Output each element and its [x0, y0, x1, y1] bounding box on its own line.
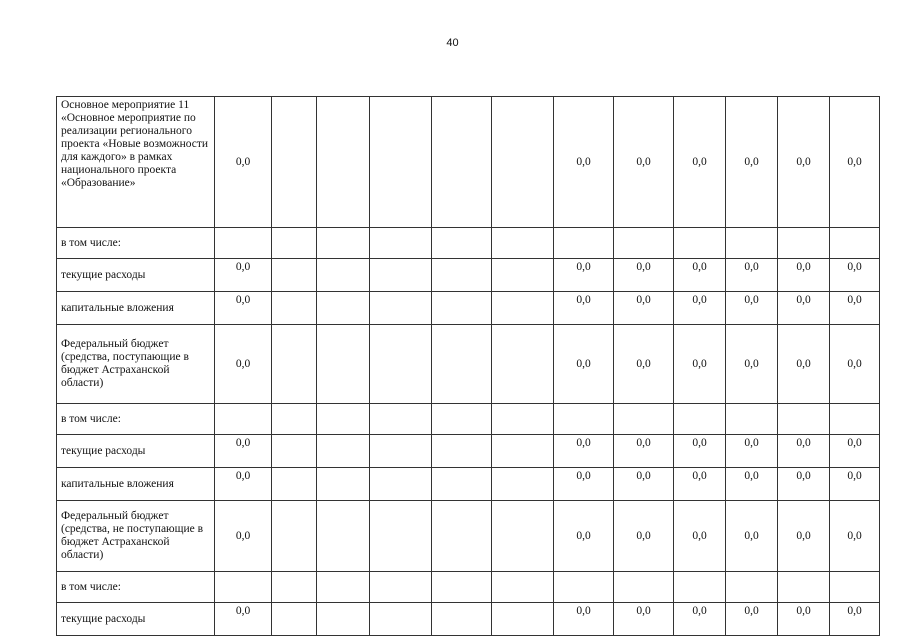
row-label: в том числе:	[57, 572, 215, 603]
table-cell: 0,0	[830, 468, 880, 501]
table-cell: 0,0	[830, 603, 880, 636]
table-cell	[830, 228, 880, 259]
table-cell	[317, 572, 370, 603]
table-cell	[272, 468, 317, 501]
table-cell: 0,0	[674, 259, 726, 292]
row-label: капитальные вложения	[57, 292, 215, 325]
table-cell: 0,0	[614, 468, 674, 501]
table-cell: 0,0	[830, 501, 880, 572]
table-cell	[432, 228, 492, 259]
table-cell	[272, 435, 317, 468]
table-cell	[830, 404, 880, 435]
table-cell	[272, 292, 317, 325]
table-cell: 0,0	[778, 435, 830, 468]
table-cell: 0,0	[674, 435, 726, 468]
table-cell	[554, 404, 614, 435]
page-number: 40	[446, 37, 459, 49]
table-cell	[272, 259, 317, 292]
table-cell: 0,0	[554, 603, 614, 636]
table-cell	[830, 572, 880, 603]
table-cell	[726, 572, 778, 603]
table-row	[57, 468, 880, 501]
table-cell: 0,0	[778, 292, 830, 325]
table-cell: 0,0	[674, 97, 726, 228]
table-cell	[492, 404, 554, 435]
table-cell: 0,0	[215, 97, 272, 228]
table-cell: 0,0	[554, 435, 614, 468]
table-cell	[432, 572, 492, 603]
table-cell	[674, 404, 726, 435]
table-cell: 0,0	[554, 325, 614, 404]
table-cell	[370, 228, 432, 259]
table-cell	[317, 404, 370, 435]
table-cell	[370, 292, 432, 325]
table-cell: 0,0	[830, 292, 880, 325]
table-cell	[317, 501, 370, 572]
table-cell	[778, 228, 830, 259]
table-cell	[317, 325, 370, 404]
row-label: Федеральный бюджет (средства, не поступающие в бюджет Астраханской области)	[57, 501, 215, 572]
table-cell: 0,0	[554, 468, 614, 501]
table-cell: 0,0	[778, 325, 830, 404]
row-label: Основное мероприятие 11 «Основное мероприятие по реализации регионального проекта «Новые возможности для каждого» в рамках национального проекта «Образование»	[57, 97, 215, 228]
table-cell: 0,0	[830, 435, 880, 468]
table-cell: 0,0	[215, 603, 272, 636]
table-cell	[492, 292, 554, 325]
table-cell: 0,0	[614, 292, 674, 325]
table-cell	[554, 572, 614, 603]
table-cell	[317, 435, 370, 468]
table-cell	[317, 468, 370, 501]
table-cell	[317, 228, 370, 259]
table-cell: 0,0	[215, 501, 272, 572]
table-row	[57, 97, 880, 228]
table-cell	[272, 404, 317, 435]
table-cell	[492, 325, 554, 404]
table-cell: 0,0	[215, 468, 272, 501]
table-cell	[370, 259, 432, 292]
table-cell	[492, 572, 554, 603]
row-label: капитальные вложения	[57, 468, 215, 501]
table-row	[57, 501, 880, 572]
table-cell: 0,0	[830, 259, 880, 292]
table-cell: 0,0	[554, 501, 614, 572]
table-cell	[432, 97, 492, 228]
table-cell	[674, 228, 726, 259]
table-cell	[432, 435, 492, 468]
table-cell: 0,0	[726, 259, 778, 292]
table-cell: 0,0	[215, 259, 272, 292]
table-cell	[492, 228, 554, 259]
table-cell: 0,0	[614, 501, 674, 572]
table-row	[57, 325, 880, 404]
table-row	[57, 292, 880, 325]
table-cell: 0,0	[674, 468, 726, 501]
table-cell: 0,0	[554, 292, 614, 325]
table-cell	[674, 572, 726, 603]
table-cell: 0,0	[674, 292, 726, 325]
table-cell: 0,0	[778, 259, 830, 292]
table-cell	[370, 501, 432, 572]
table-cell	[215, 572, 272, 603]
budget-table	[56, 96, 880, 636]
table-cell	[492, 259, 554, 292]
row-label: Федеральный бюджет (средства, поступающие в бюджет Астраханской области)	[57, 325, 215, 404]
table-cell: 0,0	[614, 603, 674, 636]
table-cell	[215, 404, 272, 435]
table-cell	[272, 501, 317, 572]
table-cell: 0,0	[674, 325, 726, 404]
table-cell: 0,0	[614, 435, 674, 468]
table-cell: 0,0	[830, 325, 880, 404]
table-cell	[317, 292, 370, 325]
table-cell	[272, 228, 317, 259]
table-cell	[432, 259, 492, 292]
table-cell	[272, 572, 317, 603]
table-cell	[492, 501, 554, 572]
table-cell: 0,0	[674, 603, 726, 636]
table-cell	[778, 572, 830, 603]
table-cell: 0,0	[614, 259, 674, 292]
table-row	[57, 435, 880, 468]
table-cell	[370, 435, 432, 468]
table-row	[57, 259, 880, 292]
table-cell	[370, 97, 432, 228]
table-cell: 0,0	[726, 97, 778, 228]
table-cell	[492, 435, 554, 468]
table-cell: 0,0	[726, 501, 778, 572]
table-body	[57, 97, 880, 636]
table-cell	[726, 228, 778, 259]
table-cell	[370, 404, 432, 435]
table-cell	[726, 404, 778, 435]
table-cell	[370, 468, 432, 501]
table-cell	[317, 259, 370, 292]
table-cell	[492, 97, 554, 228]
table-cell: 0,0	[554, 259, 614, 292]
table-cell	[492, 468, 554, 501]
table-cell: 0,0	[215, 292, 272, 325]
row-label: в том числе:	[57, 228, 215, 259]
table-cell: 0,0	[614, 325, 674, 404]
table-cell	[432, 603, 492, 636]
table-cell: 0,0	[215, 325, 272, 404]
table-row	[57, 228, 880, 259]
table-cell: 0,0	[778, 97, 830, 228]
table-cell: 0,0	[215, 435, 272, 468]
table-cell	[614, 572, 674, 603]
table-row	[57, 572, 880, 603]
table-cell: 0,0	[726, 435, 778, 468]
table-cell	[614, 228, 674, 259]
row-label: текущие расходы	[57, 435, 215, 468]
table-cell	[432, 404, 492, 435]
row-label: текущие расходы	[57, 603, 215, 636]
table-cell	[215, 228, 272, 259]
table-cell	[317, 603, 370, 636]
table-row	[57, 603, 880, 636]
table-cell	[370, 572, 432, 603]
table-cell	[370, 325, 432, 404]
table-cell	[554, 228, 614, 259]
table-cell: 0,0	[830, 97, 880, 228]
table-cell	[272, 97, 317, 228]
table-cell	[272, 603, 317, 636]
table-cell	[317, 97, 370, 228]
table-cell: 0,0	[726, 325, 778, 404]
table-cell: 0,0	[614, 97, 674, 228]
table-cell	[272, 325, 317, 404]
table-cell: 0,0	[778, 603, 830, 636]
table-cell	[370, 603, 432, 636]
table-cell	[778, 404, 830, 435]
table-cell: 0,0	[726, 468, 778, 501]
row-label: в том числе:	[57, 404, 215, 435]
table-cell: 0,0	[778, 501, 830, 572]
table-cell	[432, 468, 492, 501]
table-cell: 0,0	[726, 603, 778, 636]
table-row	[57, 404, 880, 435]
table-cell	[492, 603, 554, 636]
table-cell: 0,0	[674, 501, 726, 572]
row-label: текущие расходы	[57, 259, 215, 292]
table-cell: 0,0	[778, 468, 830, 501]
table-cell	[432, 292, 492, 325]
table-cell	[432, 501, 492, 572]
table-cell	[614, 404, 674, 435]
table-cell: 0,0	[726, 292, 778, 325]
table-cell: 0,0	[554, 97, 614, 228]
table-cell	[432, 325, 492, 404]
